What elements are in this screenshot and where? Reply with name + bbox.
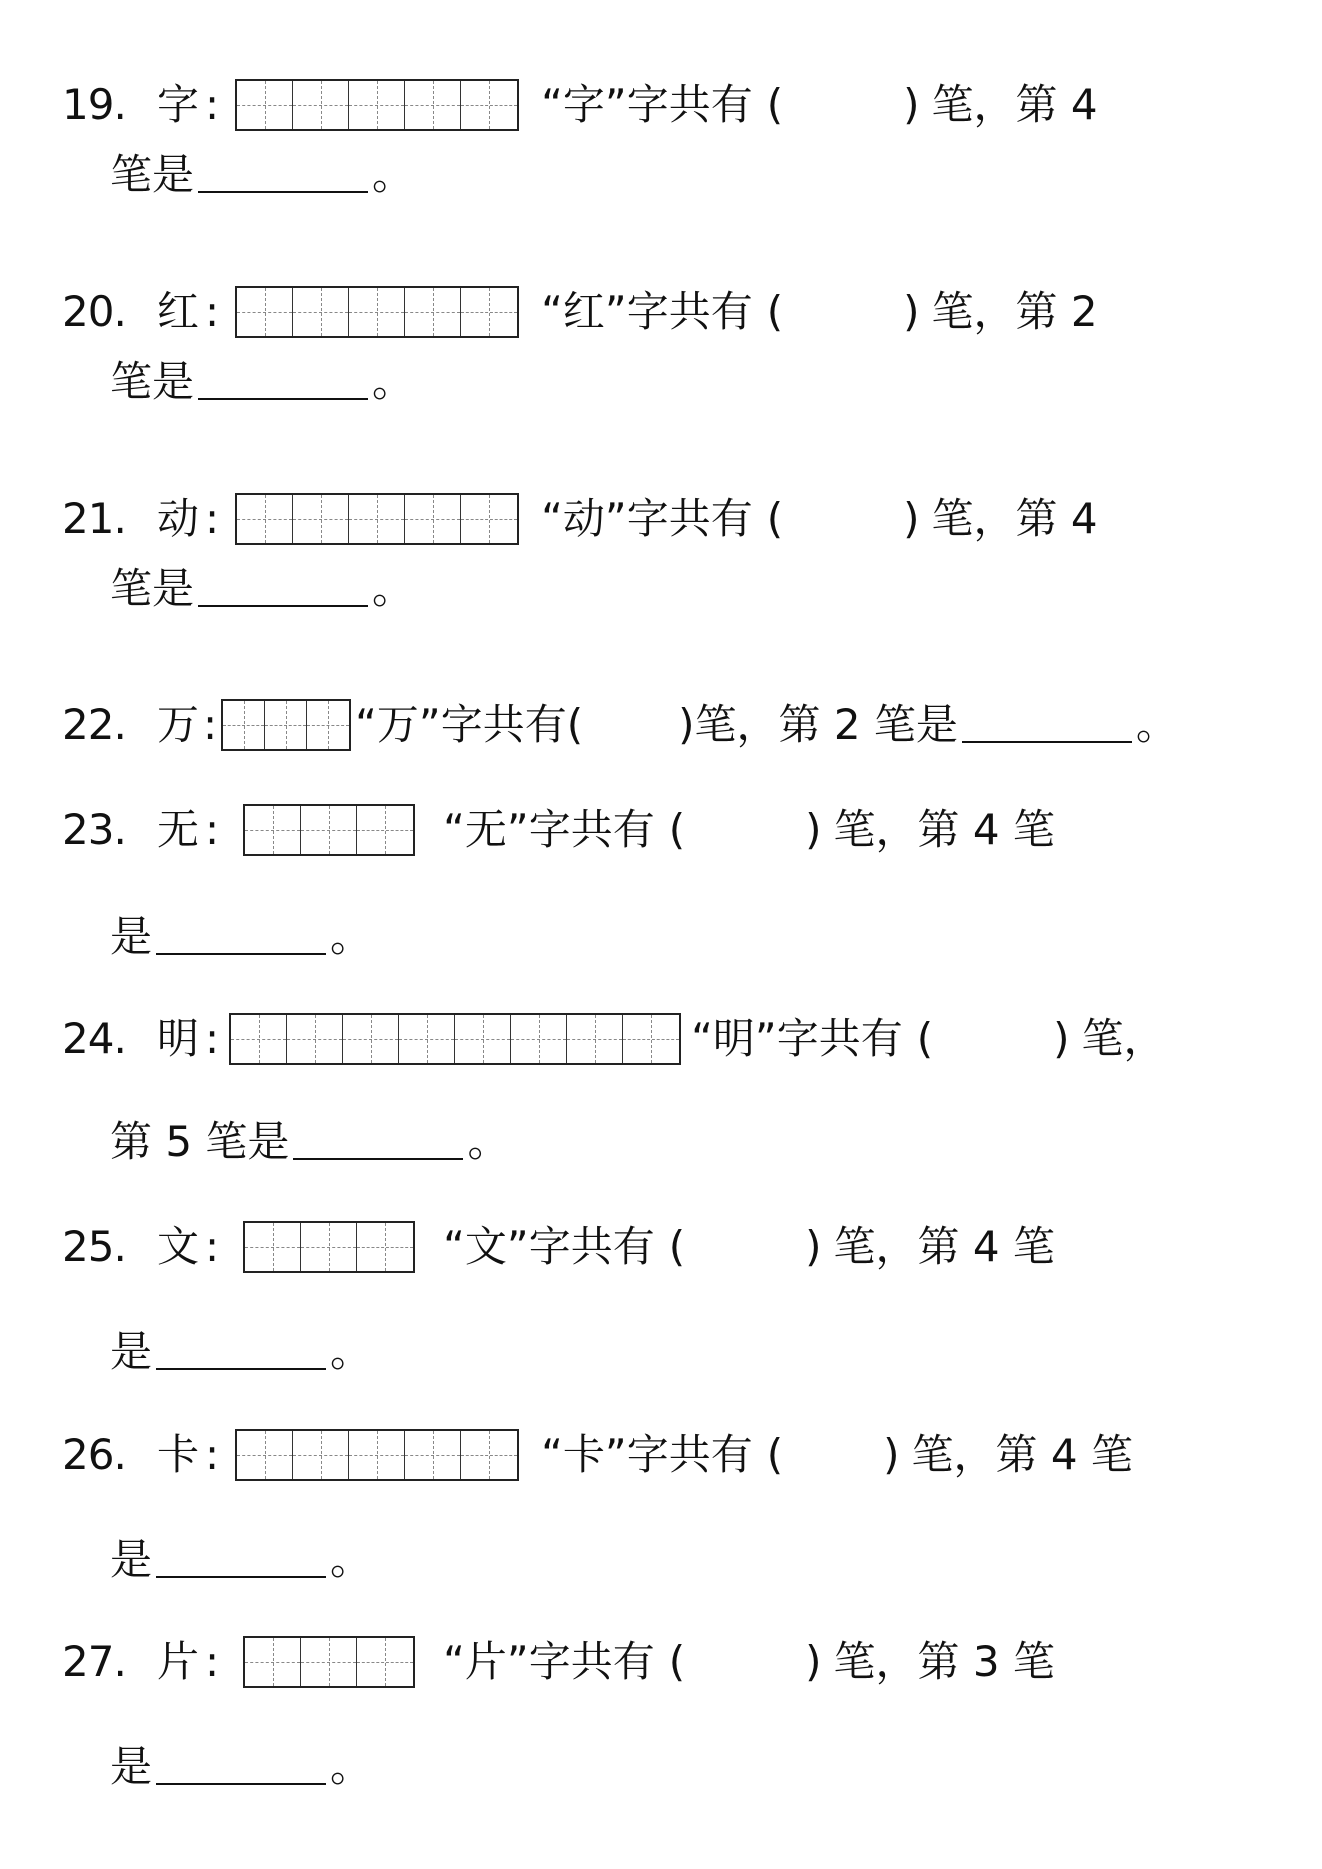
grid-cell[interactable] (231, 1015, 287, 1063)
period: 。 (330, 912, 373, 961)
stroke-count-prompt: “片”字共有 (443, 1637, 655, 1686)
grid-cell[interactable] (349, 1431, 405, 1479)
stroke-name-blank[interactable] (156, 1542, 326, 1578)
question-27-line2 (110, 1737, 372, 1797)
left-paren: ( (668, 1222, 686, 1271)
stroke-name-prompt: 笔是 (110, 150, 195, 199)
right-paren: ) (678, 700, 695, 749)
grid-cell[interactable] (237, 81, 293, 129)
grid-cell[interactable] (349, 81, 405, 129)
question-21-line2 (110, 559, 414, 619)
stroke-order-prompt: 笔，第 4 (931, 494, 1098, 543)
grid-cell[interactable] (307, 701, 349, 749)
right-paren: ) (1053, 1014, 1070, 1063)
colon: : (205, 287, 220, 336)
grid-cell[interactable] (511, 1015, 567, 1063)
grid-cell[interactable] (461, 495, 517, 543)
stroke-count-prompt: “文”字共有 (443, 1222, 655, 1271)
stroke-grid[interactable] (235, 493, 519, 545)
stroke-name-prompt: 是 (110, 912, 153, 961)
grid-cell[interactable] (237, 288, 293, 336)
stroke-order-prompt: 笔，第 2 (931, 287, 1098, 336)
grid-cell[interactable] (245, 806, 301, 854)
stroke-name-prompt: 是 (110, 1535, 153, 1584)
grid-cell[interactable] (223, 701, 265, 749)
question-character: 红 (157, 287, 200, 336)
question-character: 卡 (157, 1430, 200, 1479)
stroke-name-prompt: 是 (110, 1742, 153, 1791)
grid-cell[interactable] (349, 495, 405, 543)
period: 。 (330, 1327, 373, 1376)
stroke-grid[interactable] (243, 1221, 415, 1273)
question-21-line1 (62, 489, 1098, 549)
left-paren: ( (766, 287, 784, 336)
grid-cell[interactable] (343, 1015, 399, 1063)
grid-cell[interactable] (301, 1223, 357, 1271)
grid-cell[interactable] (461, 288, 517, 336)
question-character: 明 (157, 1014, 200, 1063)
right-paren: ) (883, 1430, 900, 1479)
question-number: 21. (62, 494, 126, 543)
period: 。 (372, 150, 415, 199)
question-number: 24. (62, 1014, 126, 1063)
left-paren: ( (766, 80, 784, 129)
stroke-name-blank[interactable] (293, 1124, 463, 1160)
stroke-grid[interactable] (221, 699, 351, 751)
stroke-name-prompt: 是 (110, 1327, 153, 1376)
left-paren: ( (566, 700, 584, 749)
grid-cell[interactable] (357, 806, 413, 854)
stroke-name-blank[interactable] (156, 1334, 326, 1370)
grid-cell[interactable] (245, 1638, 301, 1686)
stroke-name-prompt: 笔是 (110, 357, 195, 406)
colon: : (203, 700, 218, 749)
stroke-name-blank[interactable] (962, 707, 1132, 743)
question-24-line1 (62, 1009, 1166, 1069)
grid-cell[interactable] (405, 1431, 461, 1479)
left-paren: ( (668, 1637, 686, 1686)
stroke-name-blank[interactable] (198, 157, 368, 193)
colon: : (205, 80, 220, 129)
stroke-name-blank[interactable] (156, 919, 326, 955)
colon: : (205, 805, 220, 854)
stroke-grid[interactable] (243, 804, 415, 856)
question-character: 动 (157, 494, 200, 543)
stroke-count-prompt: “明”字共有 (691, 1014, 903, 1063)
colon: : (205, 494, 220, 543)
stroke-count-prompt: “字”字共有 (541, 80, 753, 129)
left-paren: ( (766, 494, 784, 543)
stroke-grid[interactable] (235, 1429, 519, 1481)
grid-cell[interactable] (301, 1638, 357, 1686)
stroke-order-prompt: 笔，第 4 (931, 80, 1098, 129)
stroke-order-prompt: 笔，第 4 笔 (911, 1430, 1133, 1479)
grid-cell[interactable] (405, 288, 461, 336)
stroke-count-prompt: “卡”字共有 (541, 1430, 753, 1479)
stroke-name-prompt: 第 5 笔是 (110, 1117, 290, 1166)
right-paren: ) (903, 287, 920, 336)
right-paren: ) (805, 805, 822, 854)
stroke-name-blank[interactable] (198, 364, 368, 400)
grid-cell[interactable] (293, 495, 349, 543)
grid-cell[interactable] (265, 701, 307, 749)
grid-cell[interactable] (245, 1223, 301, 1271)
stroke-count-prompt: “无”字共有 (443, 805, 655, 854)
stroke-count-prompt: “红”字共有 (541, 287, 753, 336)
question-number: 22. (62, 700, 126, 749)
stroke-order-prompt: 笔，第 2 笔是 (694, 700, 958, 749)
grid-cell[interactable] (405, 495, 461, 543)
question-character: 字 (157, 80, 200, 129)
question-number: 25. (62, 1222, 126, 1271)
question-26-line1 (62, 1425, 1133, 1485)
question-24-line2 (110, 1112, 509, 1172)
question-25-line2 (110, 1322, 372, 1382)
question-number: 23. (62, 805, 126, 854)
right-paren: ) (903, 494, 920, 543)
grid-cell[interactable] (237, 1431, 293, 1479)
grid-cell[interactable] (357, 1638, 413, 1686)
left-paren: ( (668, 805, 686, 854)
question-22-line1 (62, 695, 1178, 755)
stroke-grid[interactable] (229, 1013, 681, 1065)
question-27-line1 (62, 1632, 1055, 1692)
period: 。 (372, 357, 415, 406)
colon: : (205, 1014, 220, 1063)
period: 。 (1135, 700, 1178, 749)
right-paren: ) (903, 80, 920, 129)
period: 。 (330, 1535, 373, 1584)
stroke-order-prompt: 笔，第 4 笔 (833, 805, 1055, 854)
stroke-order-prompt: 笔，第 4 笔 (833, 1222, 1055, 1271)
grid-cell[interactable] (293, 288, 349, 336)
grid-cell[interactable] (399, 1015, 455, 1063)
left-paren: ( (916, 1014, 934, 1063)
stroke-count-prompt: “动”字共有 (541, 494, 753, 543)
stroke-grid[interactable] (243, 1636, 415, 1688)
right-paren: ) (805, 1637, 822, 1686)
period: 。 (372, 564, 415, 613)
stroke-grid[interactable] (235, 286, 519, 338)
question-19-line2 (110, 145, 414, 205)
question-23-line2 (110, 907, 372, 967)
grid-cell[interactable] (623, 1015, 679, 1063)
colon: : (205, 1222, 220, 1271)
grid-cell[interactable] (293, 1431, 349, 1479)
grid-cell[interactable] (357, 1223, 413, 1271)
question-19-line1 (62, 75, 1098, 135)
left-paren: ( (766, 1430, 784, 1479)
stroke-order-prompt: 笔， (1081, 1014, 1166, 1063)
grid-cell[interactable] (301, 806, 357, 854)
question-number: 20. (62, 287, 126, 336)
question-number: 26. (62, 1430, 126, 1479)
question-number: 27. (62, 1637, 126, 1686)
stroke-count-prompt: “万”字共有 (355, 700, 567, 749)
period: 。 (467, 1117, 510, 1166)
grid-cell[interactable] (349, 288, 405, 336)
grid-cell[interactable] (455, 1015, 511, 1063)
grid-cell[interactable] (461, 81, 517, 129)
grid-cell[interactable] (293, 81, 349, 129)
question-23-line1 (62, 800, 1055, 860)
stroke-grid[interactable] (235, 79, 519, 131)
question-character: 文 (157, 1222, 200, 1271)
period: 。 (330, 1742, 373, 1791)
grid-cell[interactable] (237, 495, 293, 543)
colon: : (205, 1430, 220, 1479)
question-character: 无 (157, 805, 200, 854)
grid-cell[interactable] (567, 1015, 623, 1063)
question-number: 19. (62, 80, 126, 129)
stroke-order-prompt: 笔，第 3 笔 (833, 1637, 1055, 1686)
question-character: 万 (157, 700, 200, 749)
question-20-line1 (62, 282, 1098, 342)
right-paren: ) (805, 1222, 822, 1271)
grid-cell[interactable] (287, 1015, 343, 1063)
question-character: 片 (157, 1637, 200, 1686)
question-25-line1 (62, 1217, 1055, 1277)
grid-cell[interactable] (405, 81, 461, 129)
question-20-line2 (110, 352, 414, 412)
grid-cell[interactable] (461, 1431, 517, 1479)
stroke-name-blank[interactable] (198, 571, 368, 607)
colon: : (205, 1637, 220, 1686)
stroke-name-blank[interactable] (156, 1749, 326, 1785)
question-26-line2 (110, 1530, 372, 1590)
stroke-name-prompt: 笔是 (110, 564, 195, 613)
